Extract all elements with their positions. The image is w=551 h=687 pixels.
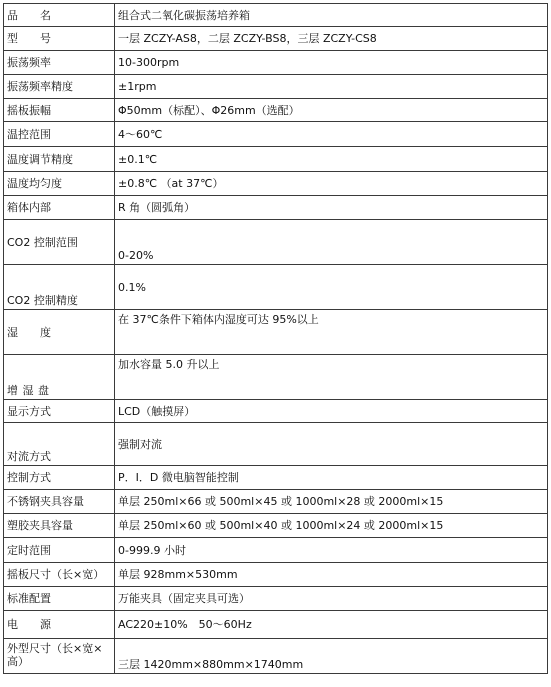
row-label: 对流方式 — [4, 423, 115, 466]
row-label: 摇板振幅 — [4, 99, 115, 122]
row-value: 单层 928mm×530mm — [115, 563, 548, 587]
row-label: 电 源 — [4, 611, 115, 639]
table-row — [4, 147, 548, 172]
row-value: LCD（触摸屏） — [115, 400, 548, 423]
table-row — [4, 4, 548, 27]
row-label: 不锈钢夹具容量 — [4, 490, 115, 514]
row-label: 振荡频率精度 — [4, 75, 115, 99]
row-label: 塑胶夹具容量 — [4, 514, 115, 538]
table-row — [4, 220, 548, 265]
row-label: CO2 控制精度 — [4, 265, 115, 310]
row-value: 10-300rpm — [115, 51, 548, 75]
table-row — [4, 355, 548, 400]
row-value: 0.1% — [115, 265, 548, 310]
row-value: AC220±10% 50～60Hz — [115, 611, 548, 639]
row-label: 温控范围 — [4, 122, 115, 147]
row-label: 外型尺寸（长×宽×高） — [4, 639, 115, 674]
table-row — [4, 639, 548, 674]
table-row — [4, 265, 548, 310]
row-value: 万能夹具（固定夹具可选） — [115, 587, 548, 611]
row-label: 品 名 — [4, 4, 115, 27]
spec-table — [3, 3, 548, 674]
table-row — [4, 122, 548, 147]
row-label: 箱体内部 — [4, 196, 115, 220]
row-value: P．I．D 微电脑智能控制 — [115, 466, 548, 490]
row-label: 振荡频率 — [4, 51, 115, 75]
table-row — [4, 75, 548, 99]
row-value: 0-999.9 小时 — [115, 538, 548, 563]
row-value: 一层 ZCZY-AS8，二层 ZCZY-BS8，三层 ZCZY-CS8 — [115, 27, 548, 51]
table-row — [4, 172, 548, 196]
row-value: ±0.1℃ — [115, 147, 548, 172]
row-label: 湿 度 — [4, 310, 115, 355]
row-value: 在 37℃条件下箱体内湿度可达 95%以上 — [115, 310, 548, 355]
row-value: Φ50mm（标配）、Φ26mm（选配） — [115, 99, 548, 122]
row-value: R 角（圆弧角） — [115, 196, 548, 220]
row-label: 显示方式 — [4, 400, 115, 423]
row-label: 型 号 — [4, 27, 115, 51]
row-label: 温度均匀度 — [4, 172, 115, 196]
row-label: 定时范围 — [4, 538, 115, 563]
row-label: 标准配置 — [4, 587, 115, 611]
table-row — [4, 27, 548, 51]
table-row — [4, 538, 548, 563]
row-value: ±0.8℃ （at 37℃） — [115, 172, 548, 196]
table-row — [4, 51, 548, 75]
table-row — [4, 466, 548, 490]
table-row — [4, 196, 548, 220]
table-row — [4, 400, 548, 423]
row-label: 增 湿 盘 — [4, 355, 115, 400]
row-label: 温度调节精度 — [4, 147, 115, 172]
row-value: 4～60℃ — [115, 122, 548, 147]
table-row — [4, 490, 548, 514]
row-label: CO2 控制范围 — [4, 220, 115, 265]
table-row — [4, 310, 548, 355]
row-label: 控制方式 — [4, 466, 115, 490]
table-row — [4, 563, 548, 587]
row-label: 摇板尺寸（长×宽） — [4, 563, 115, 587]
table-row — [4, 587, 548, 611]
row-value: 单层 250ml×60 或 500ml×40 或 1000ml×24 或 2000ml×15 — [115, 514, 548, 538]
row-value: 0-20% — [115, 220, 548, 265]
row-value: 强制对流 — [115, 423, 548, 466]
table-row — [4, 514, 548, 538]
row-value: ±1rpm — [115, 75, 548, 99]
table-row — [4, 423, 548, 466]
table-row — [4, 99, 548, 122]
row-value: 组合式二氧化碳振荡培养箱 — [115, 4, 548, 27]
row-value: 加水容量 5.0 升以上 — [115, 355, 548, 400]
row-value: 单层 250ml×66 或 500ml×45 或 1000ml×28 或 2000ml×15 — [115, 490, 548, 514]
row-value: 三层 1420mm×880mm×1740mm — [115, 639, 548, 674]
table-row — [4, 611, 548, 639]
